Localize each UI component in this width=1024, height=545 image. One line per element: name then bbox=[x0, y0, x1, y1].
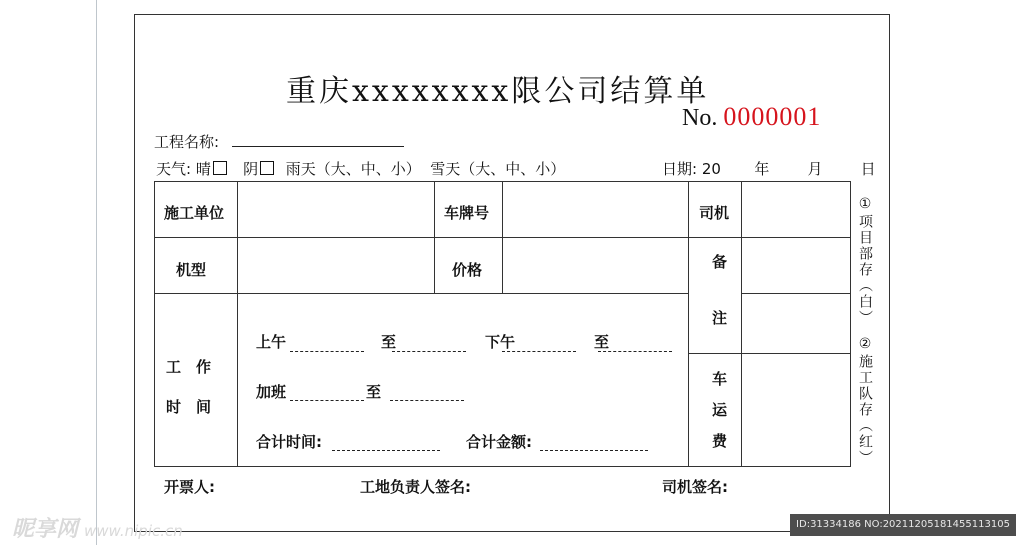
total-time-field[interactable] bbox=[332, 450, 440, 451]
morning-start-field[interactable] bbox=[290, 351, 364, 352]
total-amount-field[interactable] bbox=[540, 450, 648, 451]
work-time-label-2: 时 间 bbox=[166, 398, 212, 416]
weather-label: 天气: bbox=[156, 160, 192, 178]
date-row bbox=[662, 158, 876, 179]
table-col-divider-4 bbox=[688, 181, 689, 467]
weather-cloudy-label: 阴 bbox=[243, 160, 259, 178]
morning-end-field[interactable] bbox=[392, 351, 466, 352]
table-row-divider-3 bbox=[688, 353, 851, 354]
overtime-label: 加班 bbox=[256, 383, 287, 401]
afternoon-label: 下午 bbox=[485, 333, 516, 351]
project-name-field[interactable] bbox=[232, 146, 404, 147]
left-watermark-url: www.nipic.cn bbox=[84, 522, 183, 540]
form-title: 重庆xxxxxxxx限公司结算单 bbox=[286, 74, 710, 109]
remark-label-1: 备 bbox=[712, 253, 728, 271]
plate-number-label: 车牌号 bbox=[444, 204, 490, 222]
driver-label: 司机 bbox=[699, 204, 730, 222]
overtime-start-field[interactable] bbox=[290, 400, 364, 401]
table-col-divider-3 bbox=[502, 181, 503, 293]
model-label: 机型 bbox=[176, 261, 207, 279]
right-watermark-id: ID:31334186 NO:20211205181455113105 bbox=[790, 514, 1016, 536]
afternoon-to-label: 至 bbox=[594, 333, 610, 351]
left-watermark bbox=[12, 512, 183, 543]
weather-row bbox=[156, 158, 565, 179]
freight-label-3: 费 bbox=[712, 432, 728, 450]
afternoon-end-field[interactable] bbox=[598, 351, 672, 352]
table-col-divider-5 bbox=[741, 181, 742, 467]
afternoon-start-field[interactable] bbox=[502, 351, 576, 352]
weather-snow-label: 雪天（大、中、小） bbox=[430, 160, 566, 178]
table-col-divider-1 bbox=[237, 181, 238, 467]
weather-cloudy-checkbox[interactable] bbox=[260, 161, 274, 175]
freight-label-1: 车 bbox=[712, 370, 728, 388]
date-day: 日 bbox=[860, 160, 876, 178]
table-row-divider-2b bbox=[741, 293, 851, 294]
morning-label: 上午 bbox=[256, 333, 287, 351]
copy-note-team: ②施工队存（红） bbox=[857, 336, 873, 466]
table-row-divider-2 bbox=[154, 293, 688, 294]
issuer-label: 开票人: bbox=[164, 478, 215, 496]
driver-sign-label: 司机签名: bbox=[662, 478, 728, 496]
date-month: 月 bbox=[807, 160, 823, 178]
morning-to-label: 至 bbox=[381, 333, 397, 351]
form-number bbox=[682, 102, 821, 132]
left-watermark-logo: 昵享网 bbox=[12, 517, 79, 542]
copy-note-project: ①项目部存（白） bbox=[857, 196, 873, 326]
weather-sunny-label: 晴 bbox=[195, 160, 211, 178]
remark-label-2: 注 bbox=[712, 309, 728, 327]
site-manager-sign-label: 工地负责人签名: bbox=[360, 478, 471, 496]
weather-sunny-checkbox[interactable] bbox=[213, 161, 227, 175]
price-label: 价格 bbox=[452, 261, 483, 279]
table-col-divider-2 bbox=[434, 181, 435, 293]
page-guide-line bbox=[96, 0, 97, 545]
overtime-to-label: 至 bbox=[366, 383, 382, 401]
weather-rain-label: 雨天（大、中、小） bbox=[285, 160, 421, 178]
date-label: 日期: 20 bbox=[662, 160, 721, 178]
total-time-label: 合计时间: bbox=[256, 433, 322, 451]
construction-unit-label: 施工单位 bbox=[164, 204, 225, 222]
freight-label-2: 运 bbox=[712, 401, 728, 419]
work-time-label-1: 工 作 bbox=[166, 358, 212, 376]
date-year: 年 bbox=[754, 160, 770, 178]
number-value: 0000001 bbox=[723, 102, 822, 131]
total-amount-label: 合计金额: bbox=[466, 433, 532, 451]
project-name-label: 工程名称: bbox=[154, 133, 220, 151]
number-prefix: No. bbox=[682, 105, 718, 131]
overtime-end-field[interactable] bbox=[390, 400, 464, 401]
